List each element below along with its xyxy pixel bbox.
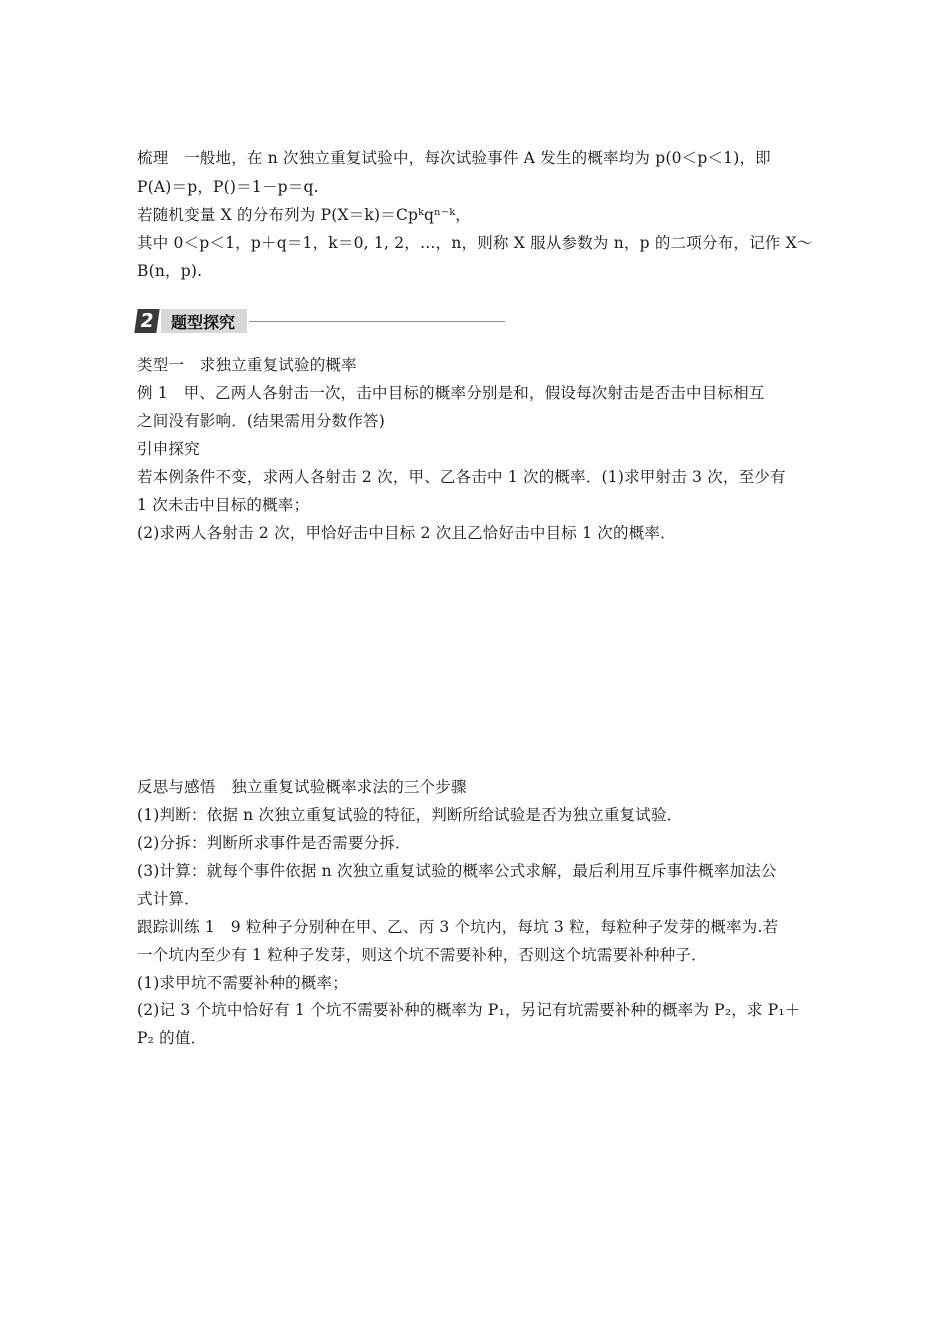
- summary-line-1: 梳理 一般地，在 n 次独立重复试验中，每次试验事件 A 发生的概率均为 p(0＜p＜1)，即: [137, 149, 771, 167]
- extension-heading: 引申探究: [137, 440, 200, 458]
- section-title: 题型探究: [161, 309, 247, 333]
- example-1-line-2: 之间没有影响．(结果需用分数作答): [137, 412, 385, 430]
- reflection-step-3-line-2: 式计算．: [137, 890, 200, 908]
- reflection-heading: 反思与感悟 独立重复试验概率求法的三个步骤: [137, 778, 467, 796]
- example-1-line-1: 例 1 甲、乙两人各射击一次，击中目标的概率分别是和，假设每次射击是否击中目标相互: [137, 384, 765, 402]
- section-header: [136, 308, 505, 334]
- exercise-1-part-2-line-2: P₂ 的值．: [137, 1029, 207, 1047]
- summary-line-3: 若随机变量 X 的分布列为 P(X＝k)＝Cpᵏqⁿ⁻ᵏ，: [137, 206, 471, 224]
- exercise-1-part-2-line-1: (2)记 3 个坑中恰好有 1 个坑不需要补种的概率为 P₁，另记有坑需要补种的概率为 P₂，求 P₁＋: [137, 1001, 801, 1019]
- type-one-heading: 类型一 求独立重复试验的概率: [137, 356, 357, 374]
- extension-line-1: 若本例条件不变，求两人各射击 2 次，甲、乙各击中 1 次的概率．(1)求甲射击 3 次，至少有: [137, 468, 786, 486]
- reflection-step-2: (2)分拆：判断所求事件是否需要分拆．: [137, 834, 411, 852]
- summary-line-5: B(n，p).: [137, 262, 203, 280]
- reflection-step-1: (1)判断：依据 n 次独立重复试验的特征，判断所给试验是否为独立重复试验．: [137, 806, 683, 824]
- exercise-1-line-1: 跟踪训练 1 9 粒种子分别种在甲、乙、丙 3 个坑内，每坑 3 粒，每粒种子发芽的概率为.若: [137, 918, 779, 936]
- exercise-1-part-1: (1)求甲坑不需要补种的概率；: [137, 974, 348, 992]
- summary-line-4: 其中 0＜p＜1，p＋q＝1，k＝0, 1, 2，…，n，则称 X 服从参数为 n，p 的二项分布，记作 X～: [137, 234, 813, 252]
- extension-line-3: (2)求两人各射击 2 次，甲恰好击中目标 2 次且乙恰好击中目标 1 次的概率．: [137, 524, 676, 542]
- summary-line-2: P(A)＝p，P()＝1－p＝q.: [137, 178, 319, 196]
- reflection-step-3-line-1: (3)计算：就每个事件依据 n 次独立重复试验的概率公式求解，最后利用互斥事件概率加法公: [137, 862, 777, 880]
- extension-line-2: 1 次未击中目标的概率；: [137, 496, 310, 514]
- section-number: 2: [134, 309, 159, 333]
- section-divider: [249, 321, 505, 322]
- exercise-1-line-2: 一个坑内至少有 1 粒种子发芽，则这个坑不需要补种，否则这个坑需要补种种子．: [137, 946, 707, 964]
